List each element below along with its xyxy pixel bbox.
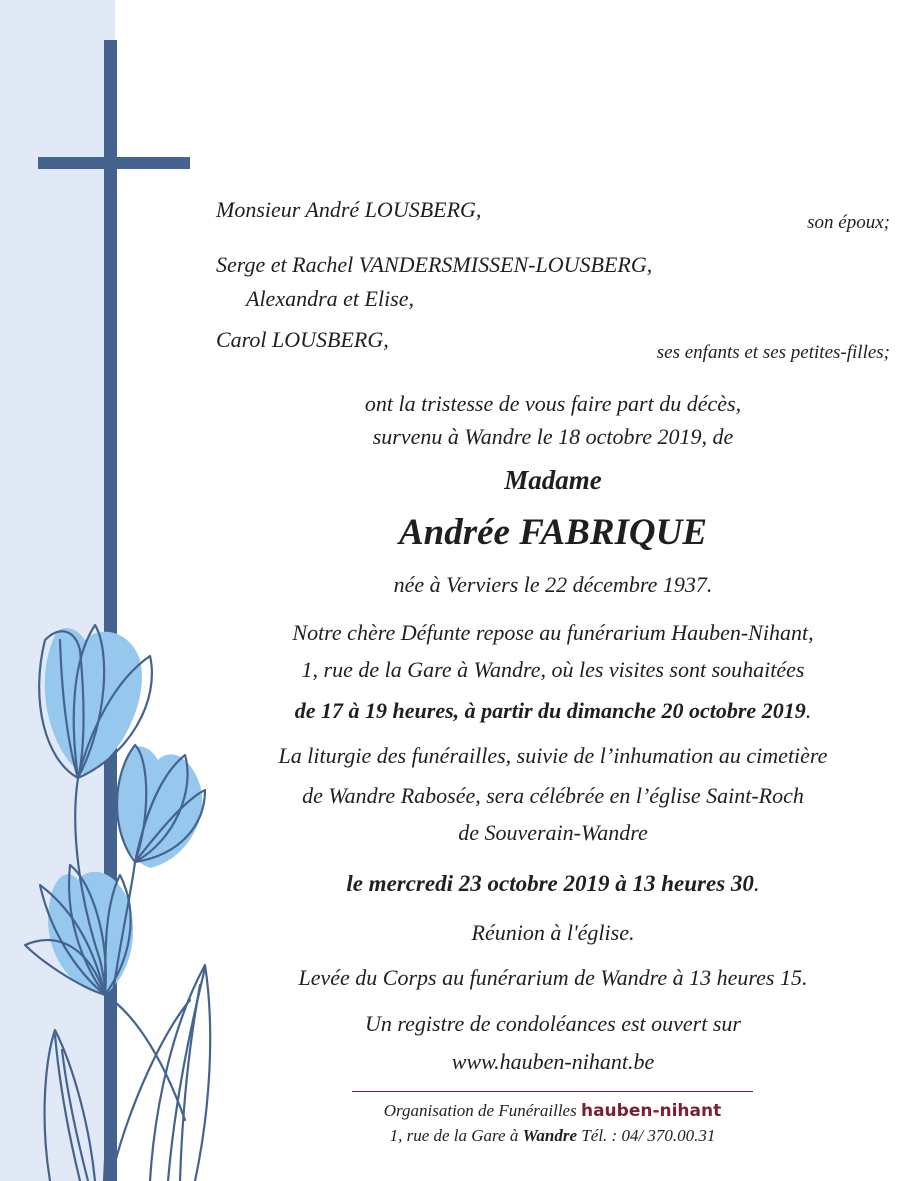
funeral-line-2: de Wandre Rabosée, sera célébrée en l’église Saint-Roch: [302, 783, 804, 808]
levee-note: Levée du Corps au funérarium de Wandre à 13 heures 15.: [298, 965, 808, 990]
meeting-note: Réunion à l'église.: [471, 920, 635, 945]
deceased-name: Andrée FABRIQUE: [398, 512, 708, 553]
husband-role: son époux;: [807, 212, 890, 233]
visitation-times-end: .: [805, 698, 812, 723]
footer-organisation: [352, 1102, 753, 1120]
cross-icon: [38, 40, 190, 1181]
brand-logo: hauben-nihant: [580, 1101, 722, 1121]
funeral-date: [0, 872, 918, 895]
funeral-line-3: de Souverain-Wandre: [458, 820, 648, 845]
funeral-date-bold: le mercredi 23 octobre 2019 à 13 heures 30: [346, 871, 754, 896]
visitation-line-2: 1, rue de la Gare à Wandre, où les visites sont souhaitées: [301, 657, 805, 682]
footer-address-prefix: 1, rue de la Gare à: [389, 1126, 519, 1145]
funeral-date-end: .: [753, 871, 760, 896]
children-line-2: Alexandra et Elise,: [246, 286, 415, 311]
registry-url: www.hauben-nihant.be: [451, 1049, 655, 1074]
footer-org-label: Organisation de Funérailles: [383, 1101, 577, 1120]
visitation-times: [0, 700, 918, 722]
children-line-3: Carol LOUSBERG,: [216, 327, 389, 352]
footer-address-town: Wandre: [522, 1126, 578, 1145]
birth-info: née à Verviers le 22 décembre 1937.: [393, 572, 713, 597]
funeral-line-1: La liturgie des funérailles, suivie de l’inhumation au cimetière: [278, 743, 828, 768]
salutation: Madame: [504, 465, 602, 495]
visitation-times-bold: de 17 à 19 heures, à partir du dimanche 20 octobre 2019: [294, 698, 806, 723]
husband-name: Monsieur André LOUSBERG,: [216, 197, 482, 222]
announcement-line-1: ont la tristesse de vous faire part du décès,: [364, 391, 742, 416]
children-role: ses enfants et ses petites-filles;: [656, 342, 890, 363]
registry-line-1: Un registre de condoléances est ouvert sur: [365, 1011, 741, 1036]
announcement-line-2: survenu à Wandre le 18 octobre 2019, de: [372, 424, 734, 449]
visitation-line-1: Notre chère Défunte repose au funérarium Hauben-Nihant,: [292, 620, 814, 645]
footer-divider: [352, 1091, 753, 1092]
children-line-1: Serge et Rachel VANDERSMISSEN-LOUSBERG,: [216, 252, 653, 277]
footer-address: [352, 1127, 753, 1144]
footer-phone: Tél. : 04/ 370.00.31: [581, 1126, 716, 1145]
